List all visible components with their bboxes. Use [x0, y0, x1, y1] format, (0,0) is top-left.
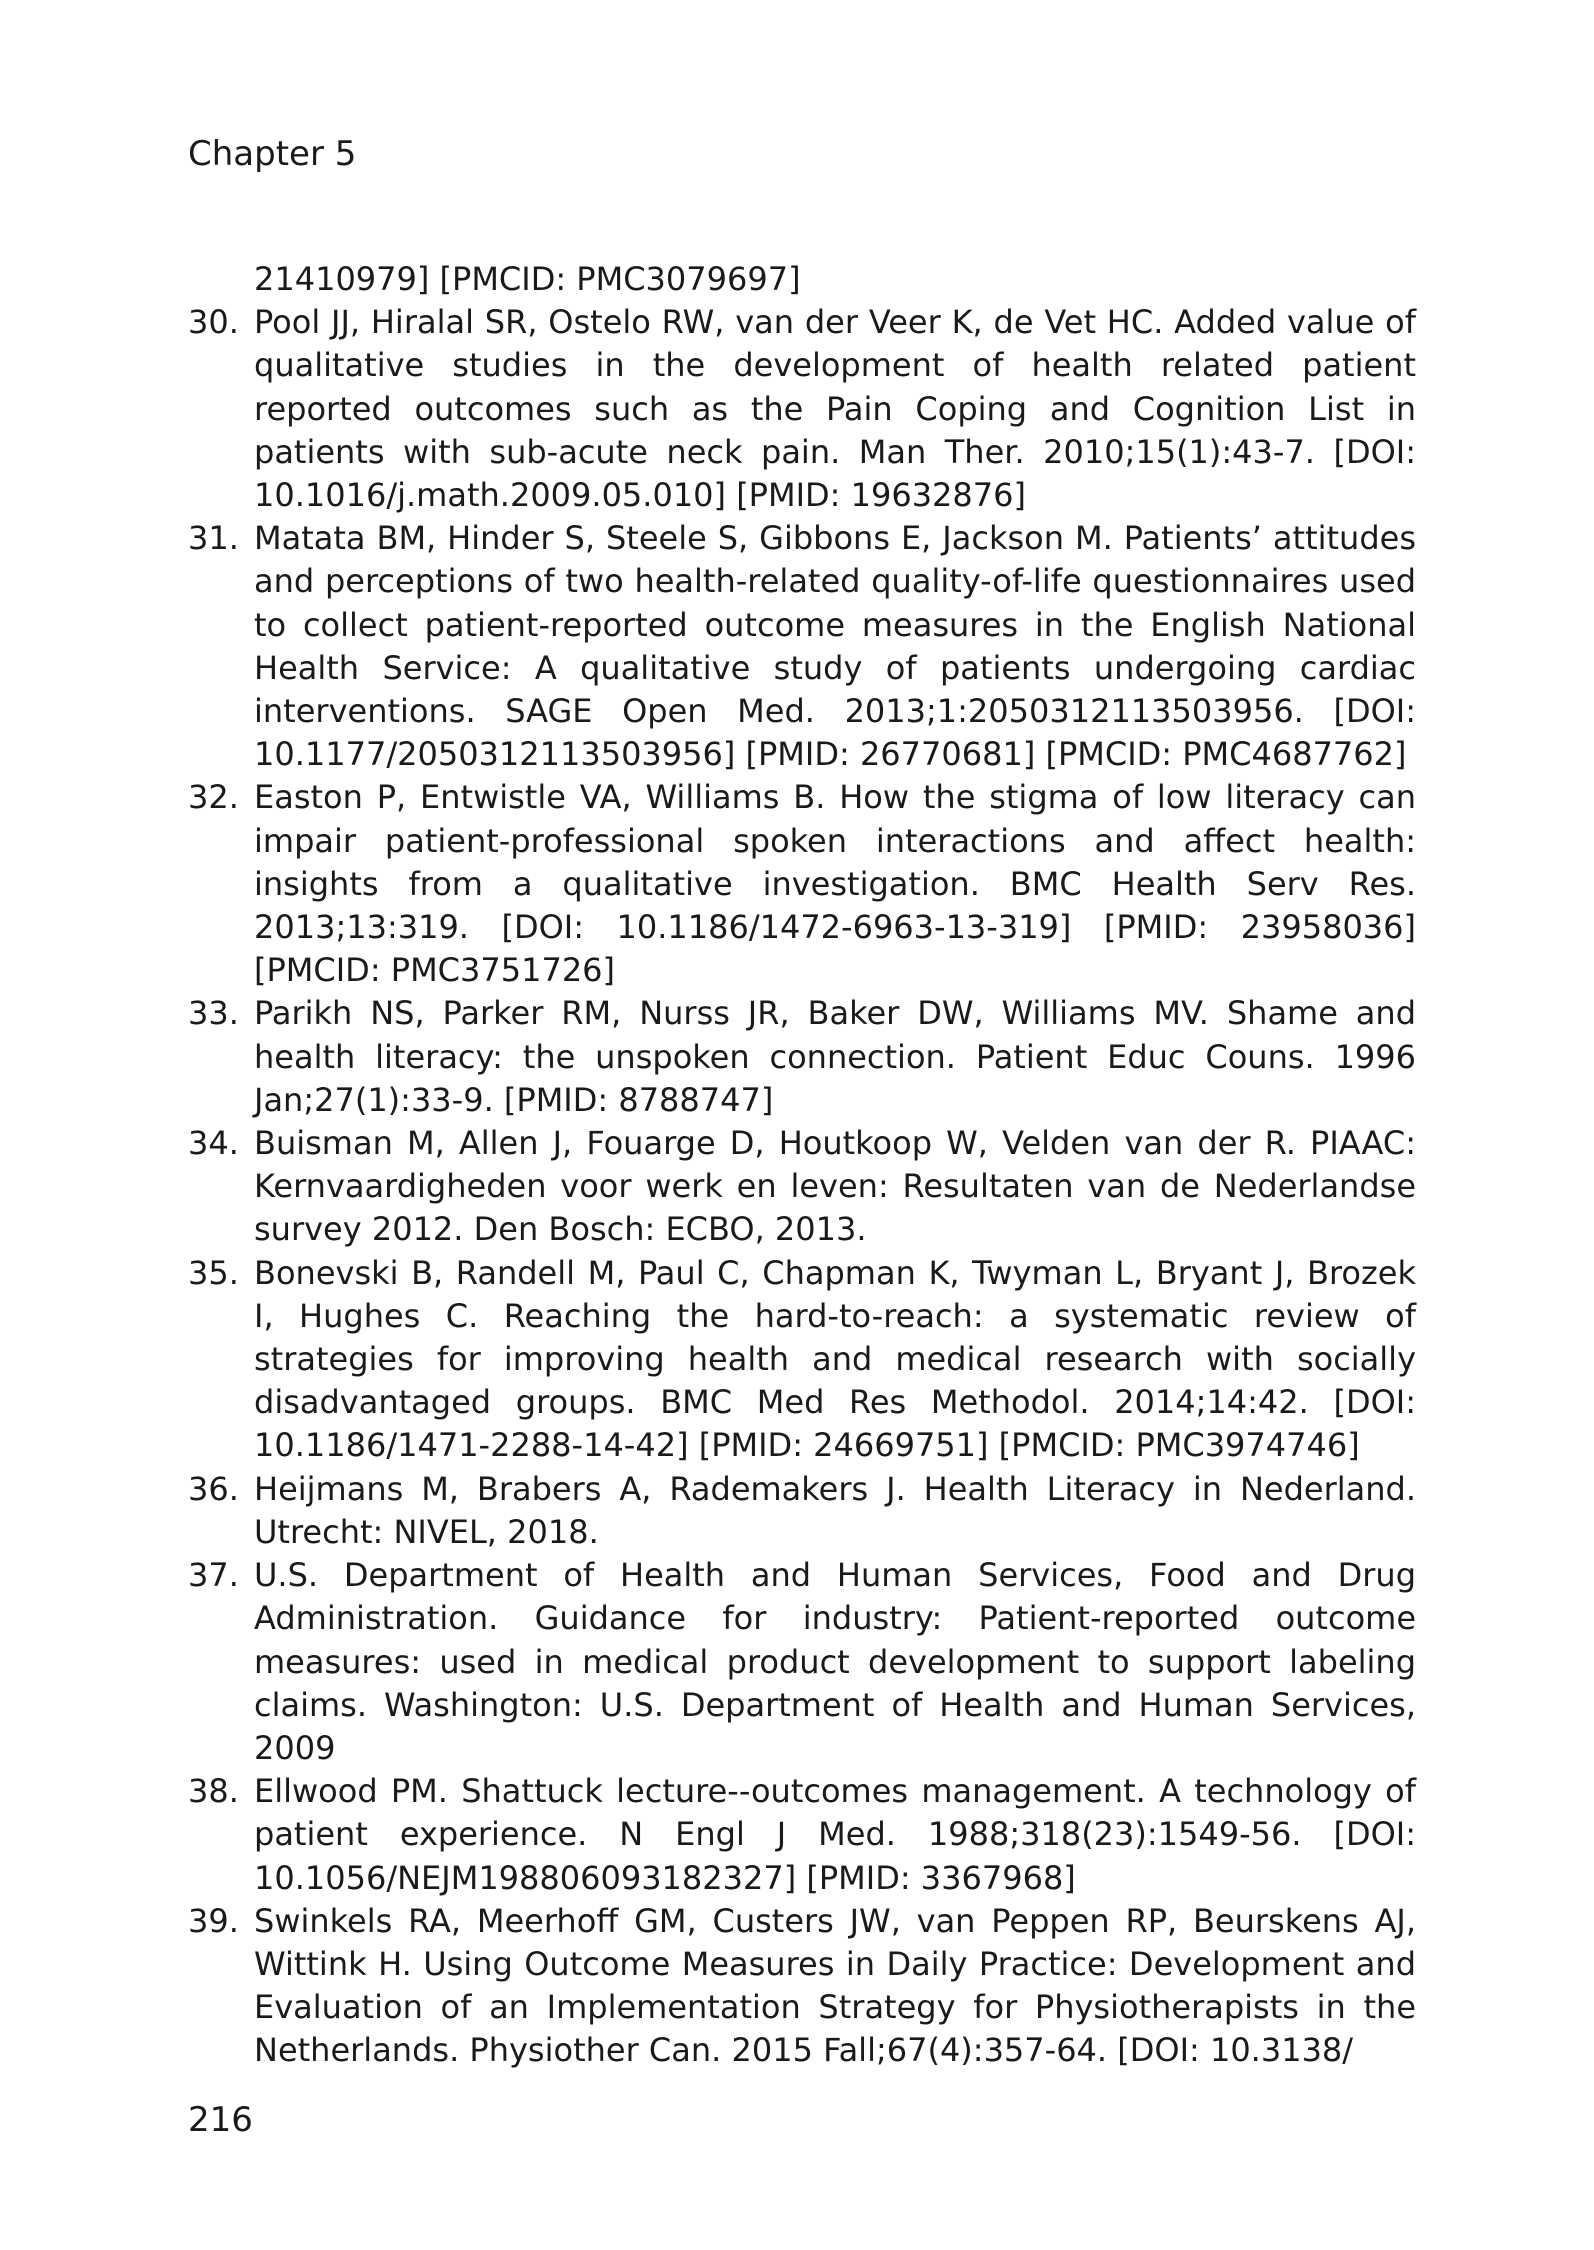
running-head: Chapter 5: [188, 134, 357, 174]
reference-text: Easton P, Entwistle VA, Williams B. How the stigma of low literacy can impair patient-professional spoken interactions and affect health: insights from a qualitative investigation. BMC Health Serv Res. 2013;13:319. [DOI: 10.1186/1472-6963-13-319] [PMID: 23958036] [PMCID: PMC3751726]: [254, 778, 1416, 990]
reference-text: Parikh NS, Parker RM, Nurss JR, Baker DW, Williams MV. Shame and health literacy: the unspoken connection. Patient Educ Couns. 1996 Jan;27(1):33-9. [PMID: 8788747]: [254, 994, 1416, 1119]
reference-item-34: [188, 1122, 1416, 1252]
reference-text: U.S. Department of Health and Human Services, Food and Drug Administration. Guidance for industry: Patient-reported outcome measures: used in medical product development to support labeling claims. Washington: U.S. Department of Health and Human Services, 2009: [254, 1556, 1416, 1767]
reference-text: Buisman M, Allen J, Fouarge D, Houtkoop W, Velden van der R. PIAAC: Kernvaardigheden voor werk en leven: Resultaten van de Nederlandse survey 2012. Den Bosch: ECBO, 2013.: [254, 1124, 1416, 1249]
reference-number: 31.: [188, 519, 239, 558]
reference-item-31: [188, 517, 1416, 776]
reference-number: 35.: [188, 1253, 239, 1292]
reference-item-37: [188, 1554, 1416, 1770]
reference-item-36: [188, 1468, 1416, 1554]
reference-item-30: [188, 301, 1416, 517]
reference-item-38: [188, 1770, 1416, 1900]
reference-item-33: [188, 992, 1416, 1122]
reference-number: 33.: [188, 994, 239, 1033]
reference-text: Heijmans M, Brabers A, Rademakers J. Health Literacy in Nederland. Utrecht: NIVEL, 2018.: [254, 1469, 1416, 1551]
reference-number: 34.: [188, 1124, 239, 1163]
reference-continuation: 21410979] [PMCID: PMC3079697]: [254, 260, 801, 298]
reference-text: Matata BM, Hinder S, Steele S, Gibbons E, Jackson M. Patients’ attitudes and perceptions of two health-related quality-of-life questionnaires used to collect patient-reported outcome measures in the English National Health Service: A qualitative study of patients undergoing cardiac interventions. SAGE Open Med. 2013;1:2050312113503956. [DOI: 10.1177/2050312113503956] [PMID: 26770681] [PMCID: PMC4687762]: [254, 519, 1416, 774]
reference-text: Bonevski B, Randell M, Paul C, Chapman K, Twyman L, Bryant J, Brozek I, Hughes C. Reaching the hard-to-reach: a systematic review of strategies for improving health and medical research with socially disadvantaged groups. BMC Med Res Methodol. 2014;14:42. [DOI: 10.1186/1471-2288-14-42] [PMID: 24669751] [PMCID: PMC3974746]: [254, 1253, 1416, 1465]
reference-item-32: [188, 776, 1416, 992]
reference-text: Swinkels RA, Meerhoff GM, Custers JW, van Peppen RP, Beurskens AJ, Wittink H. Using Outcome Measures in Daily Practice: Development and Evaluation of an Implementation Strategy for Physiotherapists in the Netherlands. Physiother Can. 2015 Fall;67(4):357-64. [DOI: 10.3138/: [254, 1901, 1416, 2070]
reference-list: [188, 258, 1416, 2073]
reference-number: 36.: [188, 1469, 239, 1508]
reference-item-35: [188, 1252, 1416, 1468]
page-number: 216: [188, 2100, 253, 2140]
reference-number: 32.: [188, 778, 239, 817]
reference-number: 37.: [188, 1556, 239, 1595]
reference-item-39: [188, 1900, 1416, 2073]
reference-number: 39.: [188, 1901, 239, 1940]
reference-number: 30.: [188, 303, 239, 342]
reference-number: 38.: [188, 1772, 239, 1811]
reference-text: Pool JJ, Hiralal SR, Ostelo RW, van der Veer K, de Vet HC. Added value of qualitative studies in the development of health related patient reported outcomes such as the Pain Coping and Cognition List in patients with sub-acute neck pain. Man Ther. 2010;15(1):43-7. [DOI: 10.1016/j.math.2009.05.010] [PMID: 19632876]: [254, 303, 1416, 515]
reference-text: Ellwood PM. Shattuck lecture--outcomes management. A technology of patient experience. N Engl J Med. 1988;318(23):1549-56. [DOI: 10.1056/NEJM198806093182327] [PMID: 3367968]: [254, 1772, 1416, 1897]
